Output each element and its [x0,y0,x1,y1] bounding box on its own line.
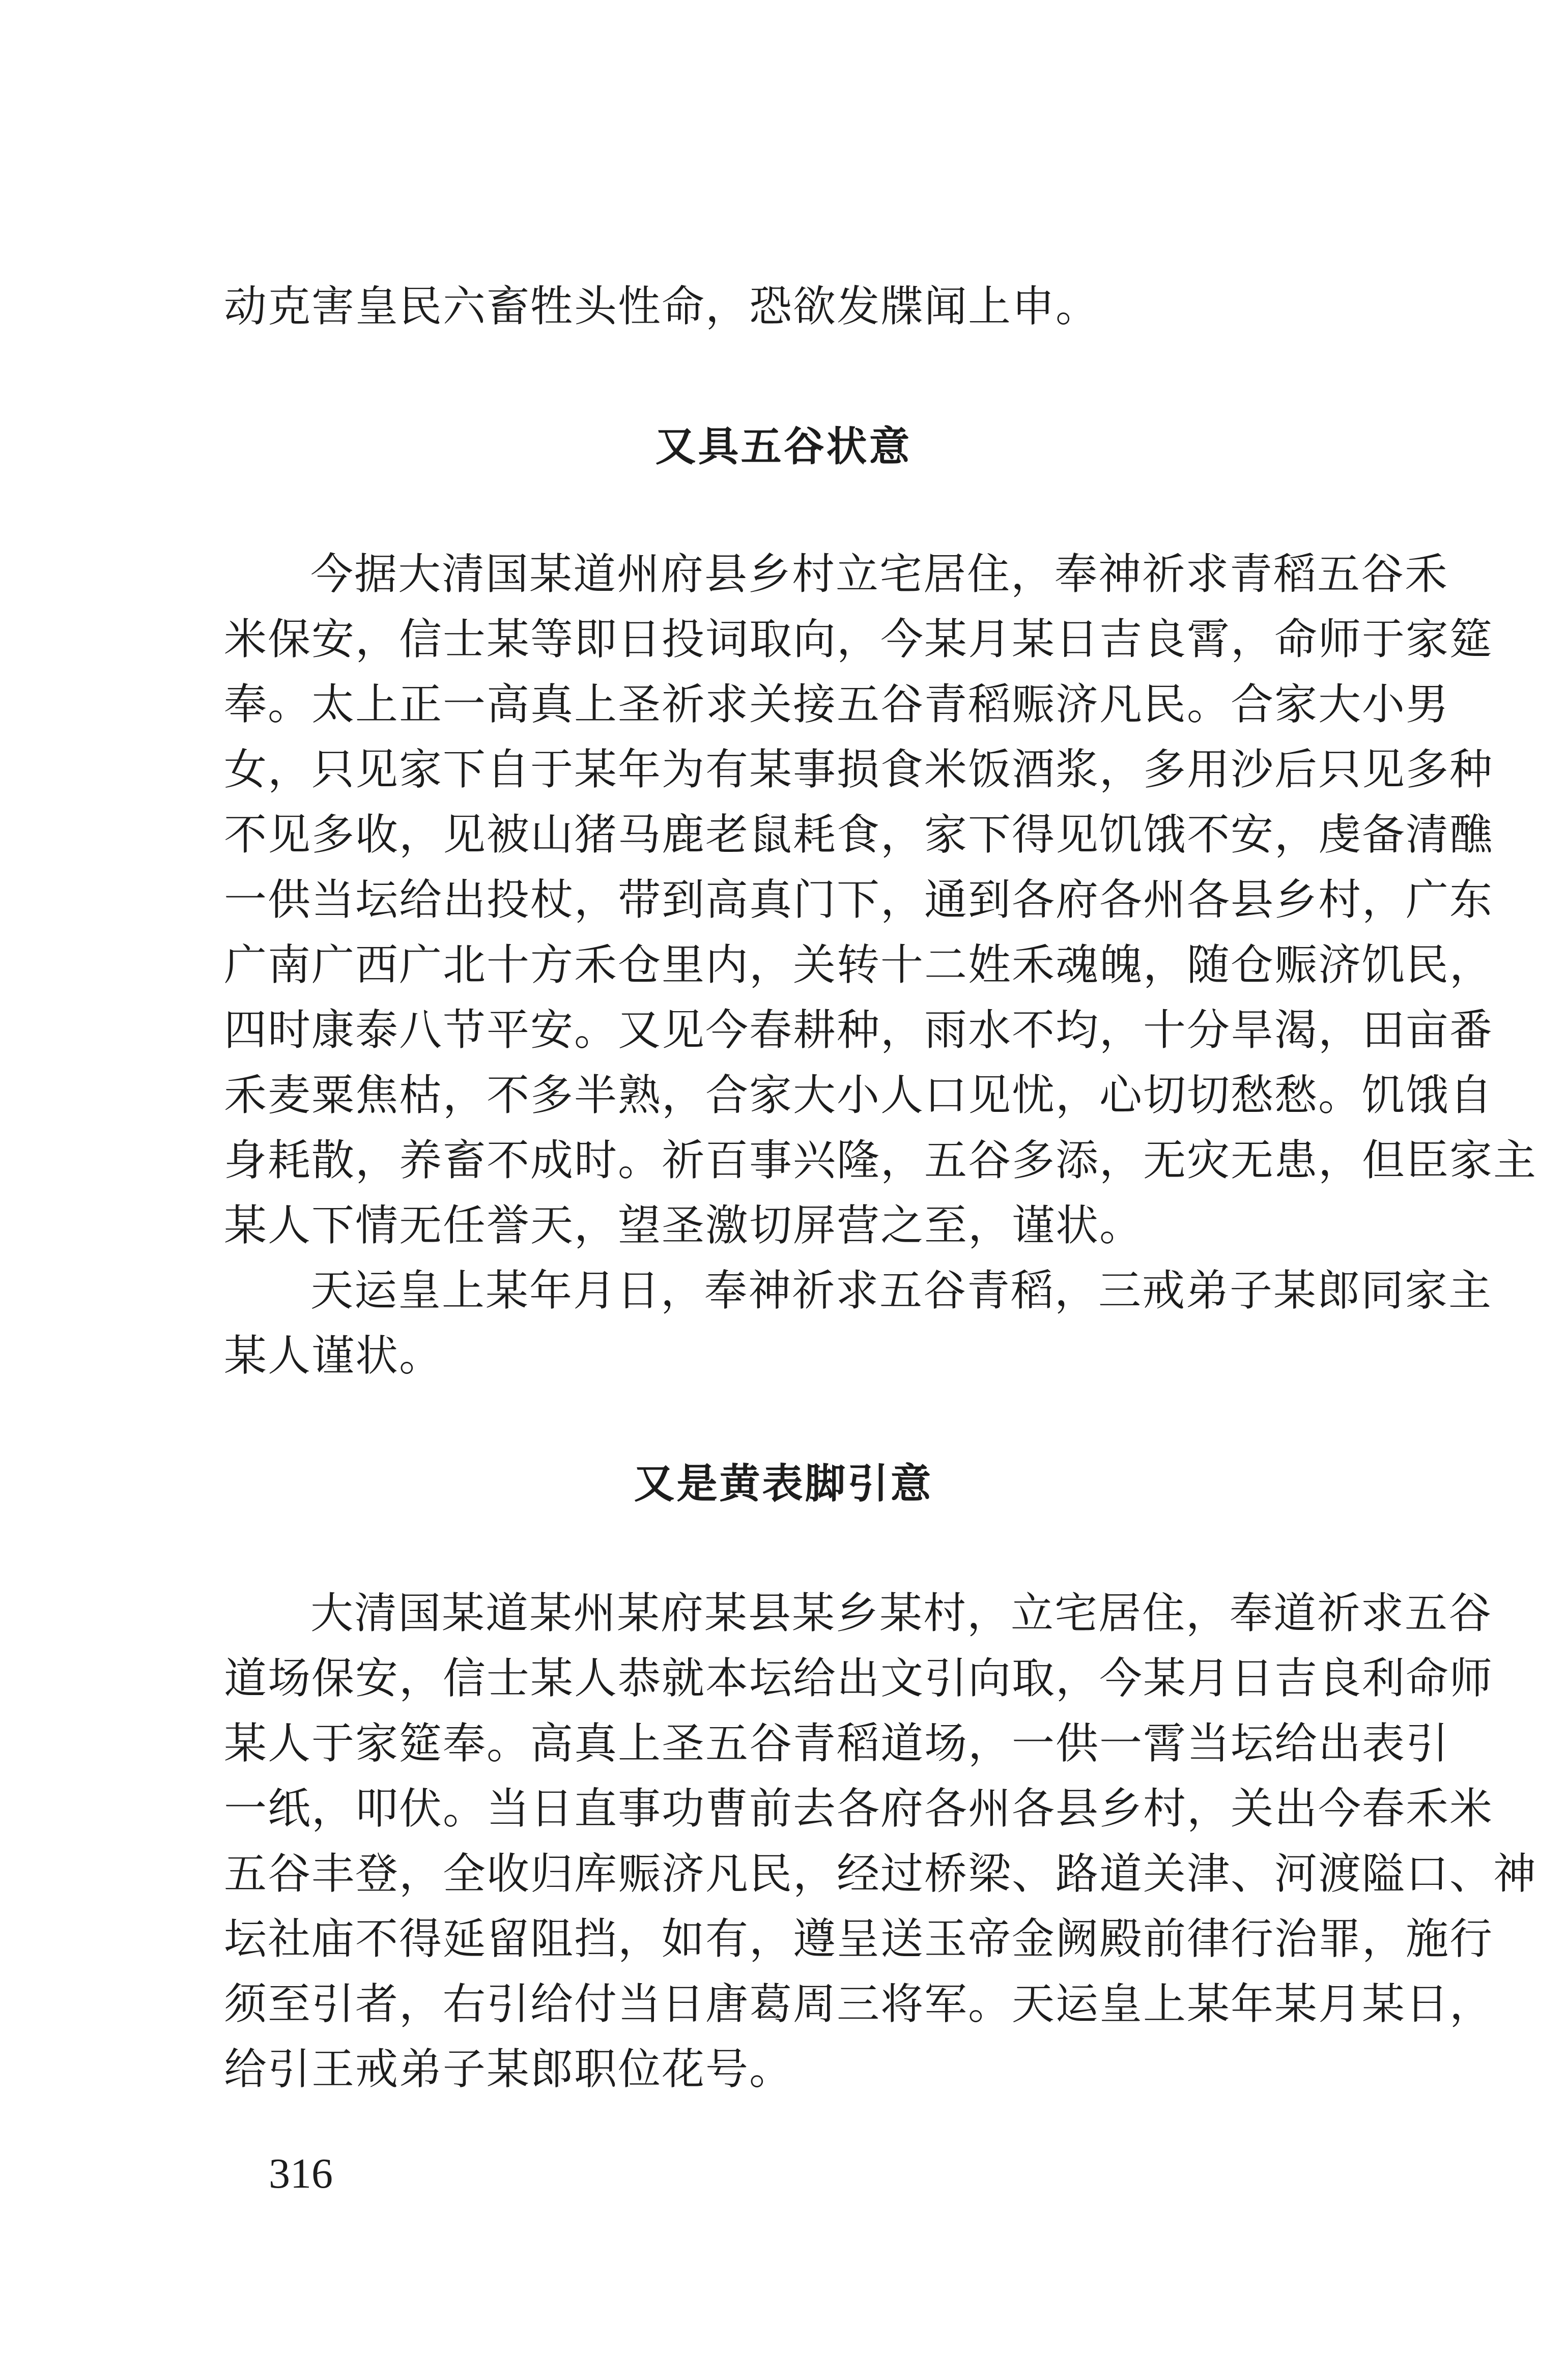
section-2-text-line: 一纸，叩伏。当日直事功曹前去各府各州各县乡村，关出今春禾米 [224,1784,1494,1833]
page-number: 316 [269,2150,333,2197]
section-1-text-line: 禾麦粟焦枯，不多半熟，合家大小人口见忧，心切切愁愁。饥饿自 [224,1070,1494,1120]
section-1-text-line: 今据大清国某道州府县乡村立宅居住，奉神祈求青稻五谷禾 [310,549,1449,599]
section-1-text-line: 不见多收，见被山猪马鹿老鼠耗食，家下得见饥饿不安，虔备清醮 [224,810,1494,859]
section-1-text-line: 身耗散，养畜不成时。祈百事兴隆，五谷多添，无灾无患，但臣家主 [224,1135,1537,1185]
section-1-text-line: 某人下情无任誉天，望圣激切屏营之至，谨状。 [224,1200,1144,1250]
section-1-text-line: 女，只见家下自于某年为有某事损食米饭酒浆，多用沙后只见多种 [224,744,1494,794]
section-1-closing-line: 天运皇上某年月日，奉神祈求五谷青稻，三戒弟子某郎同家主 [310,1266,1493,1315]
section-1-closing-line: 某人谨状。 [224,1331,443,1381]
section-1-text-line: 一供当坛给出投杖，带到高真门下，通到各府各州各县乡村，广东 [224,875,1494,925]
section-2-text-line: 坛社庙不得延留阻挡，如有，遵呈送玉帝金阙殿前律行治罪，施行 [224,1914,1494,1964]
opening-line: 动克害皇民六畜牲头性命，恐欲发牒闻上申。 [224,281,1100,331]
section-1-text-line: 米保安，信士某等即日投词取向，今某月某日吉良霄，命师于家筵 [224,614,1494,664]
section-1-text-line: 四时康泰八节平安。又见今春耕种，雨水不均，十分旱渴，田亩番 [224,1005,1494,1055]
section-2-text-line: 某人于家筵奉。高真上圣五谷青稻道场，一供一霄当坛给出表引 [224,1718,1450,1768]
section-heading-1: 又具五谷状意 [655,423,912,470]
section-2-text-line: 道场保安，信士某人恭就本坛给出文引向取，今某月日吉良利命师 [224,1653,1494,1703]
section-2-text-line: 给引王戒弟子某郎职位花号。 [224,2044,793,2094]
section-2-text-line: 五谷丰登，全收归库赈济凡民，经过桥梁、路道关津、河渡隘口、神 [224,1849,1537,1899]
section-1-text-line: 广南广西广北十方禾仓里内，关转十二姓禾魂魄，随仓赈济饥民， [224,940,1494,990]
section-2-text-line: 大清国某道某州某府某县某乡某村，立宅居住，奉道祈求五谷 [310,1588,1493,1638]
section-1-text-line: 奉。太上正一高真上圣祈求关接五谷青稻赈济凡民。合家大小男 [224,679,1450,729]
section-2-text-line: 须至引者，右引给付当日唐葛周三将军。天运皇上某年某月某日， [224,1979,1494,2029]
section-heading-2: 又是黄表脚引意 [634,1460,933,1507]
